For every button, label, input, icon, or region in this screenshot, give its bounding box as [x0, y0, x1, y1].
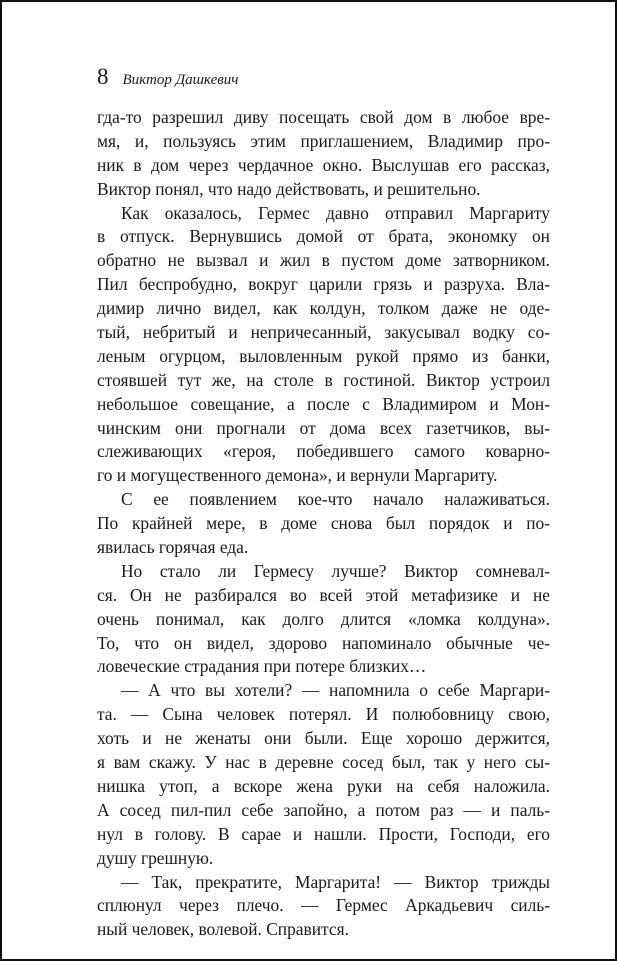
text-line: Пил беспробудно, вокруг царили грязь и разруха. Вла-: [97, 274, 550, 295]
text-line: ный человек, волевой. Справится.: [97, 919, 349, 940]
text-line: димир лично видел, как колдун, толком даже не оде-: [97, 298, 550, 319]
text-line: С ее появлением кое-что начало налаживаться.: [121, 489, 550, 510]
text-line: Как оказалось, Гермес давно отправил Маргариту: [121, 202, 550, 223]
text-line: обратно не вызвал и жил в пустом доме затворником.: [97, 250, 550, 271]
text-line: — Так, прекратите, Маргарита! — Виктор трижды: [121, 871, 550, 892]
text-line: ник в дом через чердачное окно. Выслушав его рассказ,: [97, 154, 550, 175]
text-line: мя, и, пользуясь этим приглашением, Владимир про-: [97, 130, 550, 151]
page-number: 8: [97, 64, 109, 89]
text-line: я вам скажу. У нас в деревне сосед был, так у него сы-: [97, 752, 550, 773]
paragraph: [97, 871, 550, 943]
text-line: гда-то разрешил диву посещать свой дом в любое вре-: [97, 107, 550, 127]
text-line: хоть и не женаты они были. Еще хорошо держится,: [97, 728, 550, 749]
text-line: нишка утоп, а вскоре жена руки на себя наложила.: [97, 775, 550, 796]
text-line: чинским они прогнали от дома всех газетчиков, вы-: [97, 417, 550, 438]
page-header: [97, 64, 238, 94]
text-line: — А что вы хотели? — напомнила о себе Маргари-: [121, 680, 550, 701]
text-line: ся. Он не разбирался во всей этой метафизике и не: [97, 584, 550, 605]
text-line: явилась горячая еда.: [97, 537, 249, 558]
text-line: та. — Сына человек потерял. И полюбовницу свою,: [97, 704, 550, 725]
text-line: го и могущественного демона», и вернули Маргариту.: [97, 465, 498, 486]
text-line: тый, небритый и непричесанный, закусывал водку со-: [97, 322, 550, 343]
paragraph: [97, 679, 550, 870]
text-line: ловеческие страдания при потере близких…: [97, 656, 427, 677]
text-line: леным огурцом, выловленным рукой прямо из банки,: [97, 345, 550, 366]
text-line: А сосед пил-пил себе запойно, а потом раз — и паль-: [97, 799, 550, 820]
text-line: небольшое совещание, а после с Владимиром и Мон-: [97, 393, 550, 414]
text-line: душу грешную.: [97, 847, 214, 868]
running-head-author: Виктор Дашкевич: [122, 72, 239, 88]
text-line: в отпуск. Вернувшись домой от брата, экономку он: [97, 226, 550, 247]
paragraph: [97, 488, 550, 560]
paragraph: [97, 106, 550, 202]
text-line: То, что он видел, здорово напоминало обычные че-: [97, 632, 550, 653]
text-line: сплюнул через плечо. — Гермес Аркадьевич силь-: [97, 895, 550, 916]
paragraph: [97, 560, 550, 679]
text-line: слеживающих «героя, победившего самого коварно-: [97, 441, 550, 462]
paragraph: [97, 202, 550, 489]
text-line: стоявшей тут же, на столе в гостиной. Виктор устроил: [97, 369, 550, 390]
text-line: очень понимал, как долго длится «ломка колдуна».: [97, 608, 550, 629]
text-line: По крайней мере, в доме снова был порядок и по-: [97, 513, 550, 534]
text-line: нул в голову. В сарае и нашли. Прости, Господи, его: [97, 823, 550, 844]
text-line: Но стало ли Гермесу лучше? Виктор сомневал-: [121, 560, 550, 581]
text-line: Виктор понял, что надо действовать, и решительно.: [97, 178, 481, 199]
body-text: [97, 106, 550, 942]
